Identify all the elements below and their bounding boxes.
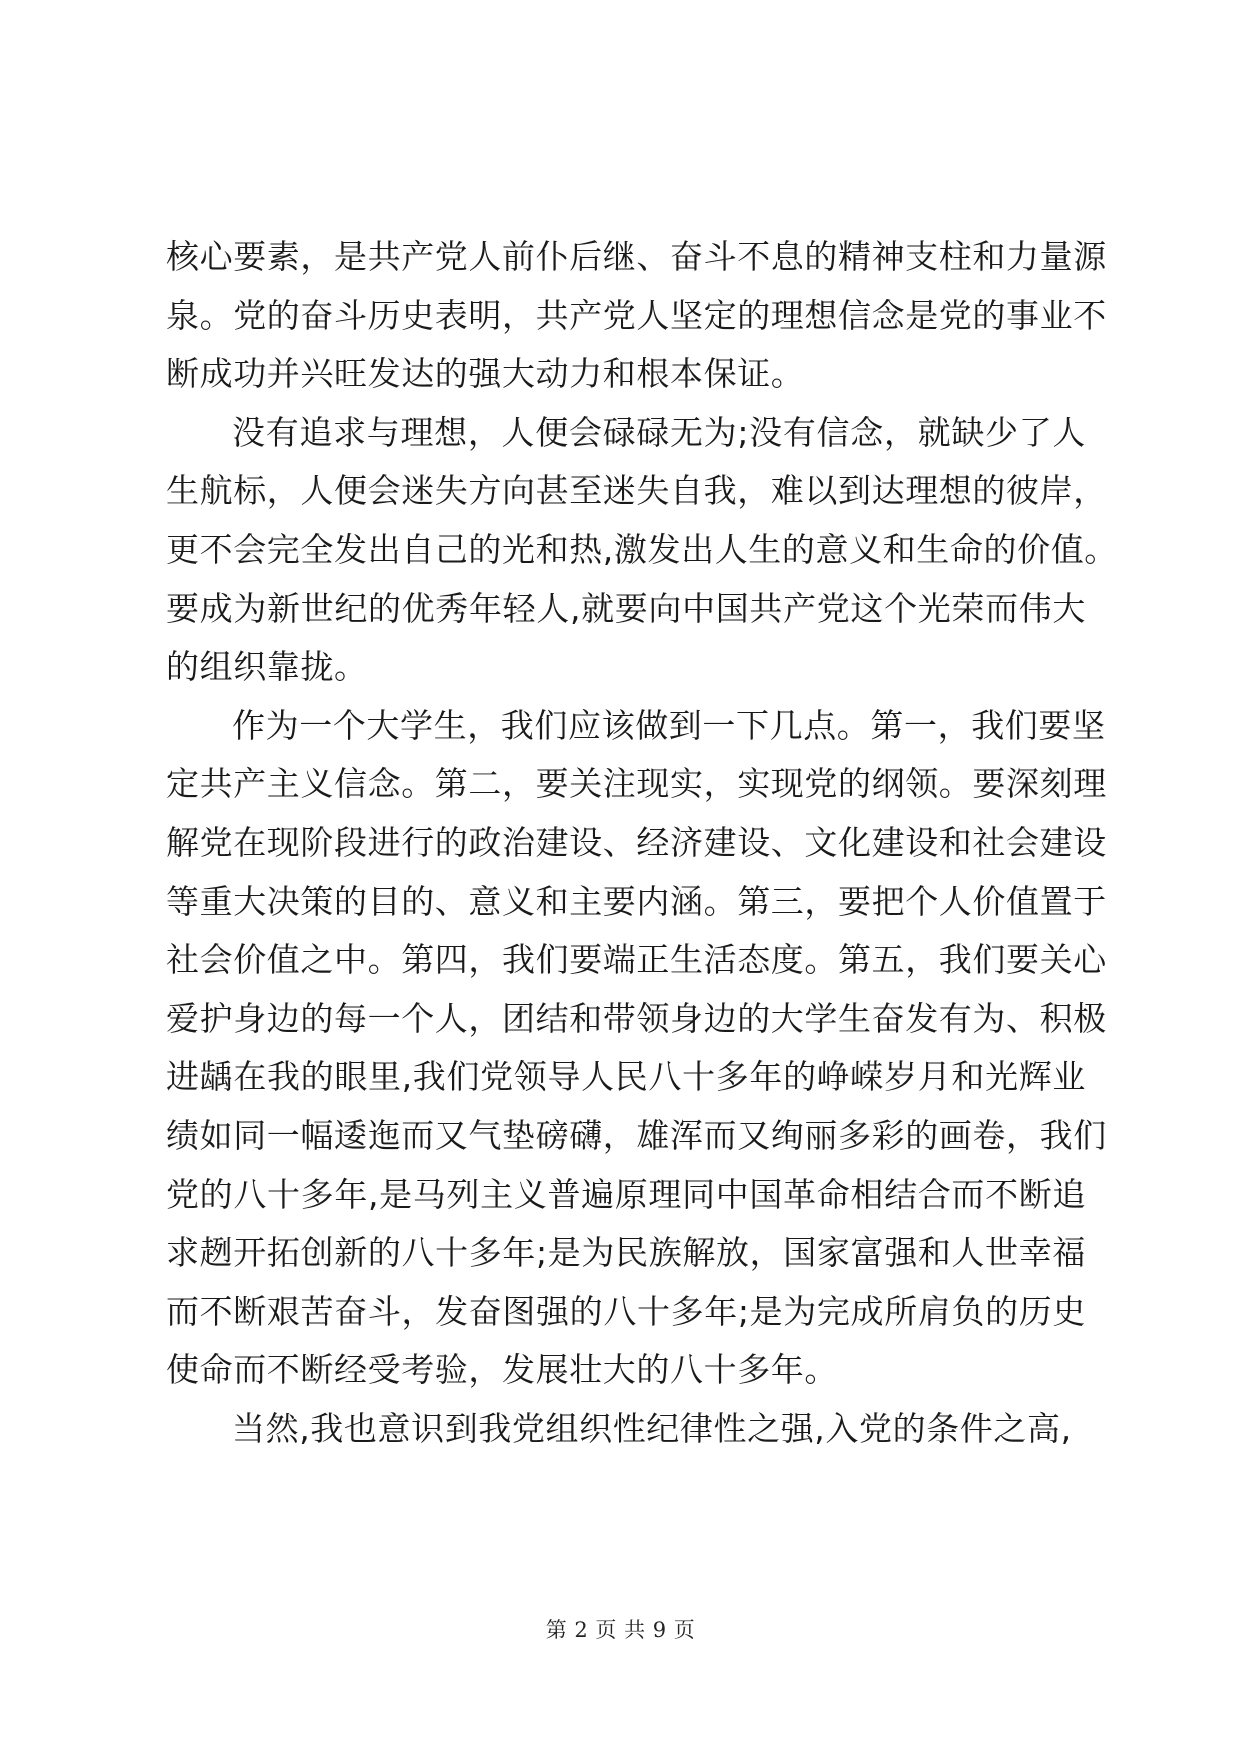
text-line: 爱护身边的每一个人，团结和带领身边的大学生奋发有为、积极 <box>166 998 1107 1038</box>
text-line: 断成功并兴旺发达的强大动力和根本保证。 <box>166 354 805 394</box>
text-line: 绩如同一幅逶迤而又气垫磅礴，雄浑而又绚丽多彩的画卷，我们 <box>166 1115 1107 1155</box>
text-line: 作为一个大学生，我们应该做到一下几点。第一，我们要坚 <box>232 705 1106 745</box>
text-line: 等重大决策的目的、意义和主要内涵。第三，要把个人价值置于 <box>166 881 1107 921</box>
text-line: 更不会完全发出自己的光和热,激发出人生的意义和生命的价值。 <box>166 529 1118 569</box>
text-line: 泉。党的奋斗历史表明，共产党人坚定的理想信念是党的事业不 <box>166 295 1107 335</box>
paragraph <box>166 1400 1086 1459</box>
text-line: 解党在现阶段进行的政治建设、经济建设、文化建设和社会建设 <box>166 822 1107 862</box>
text-line: 求趔开拓创新的八十多年;是为民族解放，国家富强和人世幸福 <box>166 1233 1086 1273</box>
paragraph <box>166 697 1107 1400</box>
text-line: 使命而不断经受考验，发展壮大的八十多年。 <box>166 1350 838 1390</box>
text-line: 当然,我也意识到我党组织性纪律性之强,入党的条件之高, <box>232 1408 1072 1448</box>
text-line: 定共产主义信念。第二，要关注现实，实现党的纲领。要深刻理 <box>166 764 1107 804</box>
text-line: 核心要素，是共产党人前仆后继、奋斗不息的精神支柱和力量源 <box>166 237 1107 276</box>
text-line: 生航标，人便会迷失方向甚至迷失自我，难以到达理想的彼岸， <box>166 471 1107 511</box>
page-number-footer: 第 2 页 共 9 页 <box>545 1618 696 1642</box>
body-text <box>166 228 1118 1458</box>
text-line: 的组织靠拢。 <box>166 647 368 687</box>
text-line: 而不断艰苦奋斗，发奋图强的八十多年;是为完成所肩负的历史 <box>166 1291 1086 1331</box>
text-line: 社会价值之中。第四，我们要端正生活态度。第五，我们要关心 <box>166 940 1107 980</box>
paragraph <box>166 228 1107 404</box>
text-line: 没有追求与理想，人便会碌碌无为;没有信念，就缺少了人 <box>232 412 1086 452</box>
text-line: 要成为新世纪的优秀年轻人,就要向中国共产党这个光荣而伟大 <box>166 588 1086 628</box>
text-line: 进龋在我的眼里,我们党领导人民八十多年的峥嵘岁月和光辉业 <box>166 1057 1086 1097</box>
text-line: 党的八十多年,是马列主义普遍原理同中国革命相结合而不断追 <box>166 1174 1086 1214</box>
paragraph <box>166 404 1118 697</box>
